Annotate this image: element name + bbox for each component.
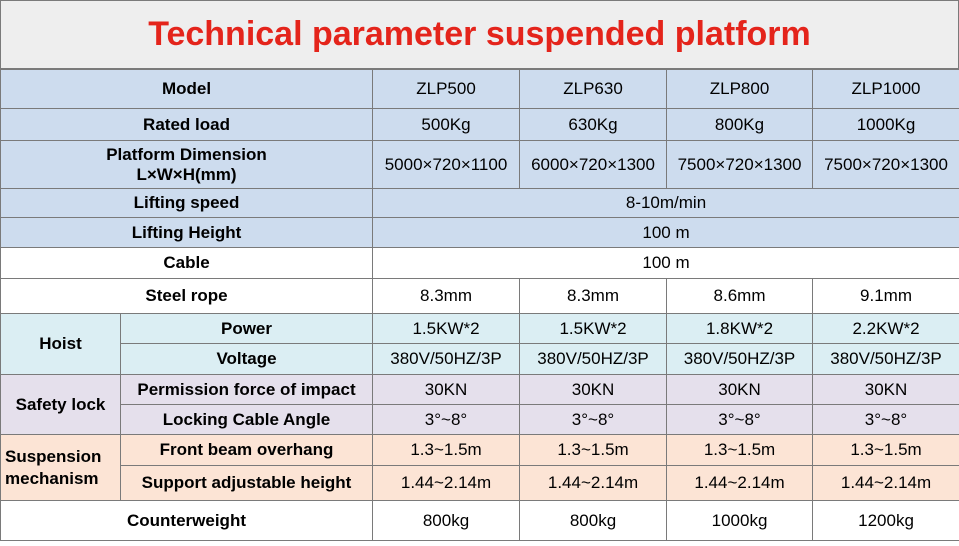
dimension-cell: 5000×720×1100 [373, 141, 520, 189]
steel-rope-row [1, 279, 959, 314]
angle-cell: 3°~8° [520, 405, 667, 435]
power-cell: 1.5KW*2 [520, 314, 667, 344]
counterweight-row [1, 501, 959, 541]
dimension-label-line1: Platform Dimension [106, 144, 267, 164]
angle-cell: 3°~8° [667, 405, 813, 435]
model-cell: ZLP630 [520, 70, 667, 109]
support-row [1, 466, 959, 501]
power-row [1, 314, 959, 344]
rated-load-cell: 800Kg [667, 109, 813, 141]
rated-load-cell: 500Kg [373, 109, 520, 141]
voltage-cell: 380V/50HZ/3P [667, 344, 813, 375]
rated-load-cell: 630Kg [520, 109, 667, 141]
lifting-speed-row [1, 189, 959, 218]
voltage-label: Voltage [121, 344, 373, 375]
suspension-label-line1: Suspension [5, 446, 102, 466]
support-cell: 1.44~2.14m [520, 466, 667, 501]
suspension-group-label [1, 435, 121, 501]
model-cell: ZLP1000 [813, 70, 959, 109]
cable-cell: 100 m [373, 248, 959, 279]
rated-load-cell: 1000Kg [813, 109, 959, 141]
lifting-height-label: Lifting Height [1, 218, 373, 248]
front-beam-row [1, 435, 959, 466]
front-beam-label: Front beam overhang [121, 435, 373, 466]
model-cell: ZLP500 [373, 70, 520, 109]
cable-label: Cable [1, 248, 373, 279]
rated-load-row [1, 109, 959, 141]
steel-rope-label: Steel rope [1, 279, 373, 314]
model-label: Model [1, 70, 373, 109]
impact-row [1, 375, 959, 405]
dimension-label [1, 141, 373, 189]
power-cell: 2.2KW*2 [813, 314, 959, 344]
lifting-height-cell: 100 m [373, 218, 959, 248]
support-label: Support adjustable height [121, 466, 373, 501]
parameter-table [0, 69, 959, 541]
counterweight-cell: 1200kg [813, 501, 959, 541]
suspension-label-line2: mechanism [5, 468, 99, 488]
steel-rope-cell: 8.3mm [373, 279, 520, 314]
angle-cell: 3°~8° [373, 405, 520, 435]
voltage-cell: 380V/50HZ/3P [373, 344, 520, 375]
support-cell: 1.44~2.14m [373, 466, 520, 501]
dimension-label-line2: L×W×H(mm) [136, 164, 237, 184]
voltage-cell: 380V/50HZ/3P [520, 344, 667, 375]
power-cell: 1.8KW*2 [667, 314, 813, 344]
lifting-speed-label: Lifting speed [1, 189, 373, 218]
lifting-height-row [1, 218, 959, 248]
front-beam-cell: 1.3~1.5m [373, 435, 520, 466]
voltage-cell: 380V/50HZ/3P [813, 344, 959, 375]
angle-row [1, 405, 959, 435]
impact-cell: 30KN [667, 375, 813, 405]
front-beam-cell: 1.3~1.5m [667, 435, 813, 466]
steel-rope-cell: 8.6mm [667, 279, 813, 314]
page-title: Technical parameter suspended platform [0, 0, 959, 69]
counterweight-label: Counterweight [1, 501, 373, 541]
steel-rope-cell: 9.1mm [813, 279, 959, 314]
front-beam-cell: 1.3~1.5m [813, 435, 959, 466]
counterweight-cell: 800kg [520, 501, 667, 541]
model-row [1, 70, 959, 109]
power-label: Power [121, 314, 373, 344]
support-cell: 1.44~2.14m [813, 466, 959, 501]
dimension-cell: 7500×720×1300 [667, 141, 813, 189]
counterweight-cell: 1000kg [667, 501, 813, 541]
impact-cell: 30KN [520, 375, 667, 405]
front-beam-cell: 1.3~1.5m [520, 435, 667, 466]
impact-cell: 30KN [373, 375, 520, 405]
voltage-row [1, 344, 959, 375]
impact-label: Permission force of impact [121, 375, 373, 405]
dimension-cell: 6000×720×1300 [520, 141, 667, 189]
model-cell: ZLP800 [667, 70, 813, 109]
dimension-row [1, 141, 959, 189]
impact-cell: 30KN [813, 375, 959, 405]
lifting-speed-cell: 8-10m/min [373, 189, 959, 218]
safety-lock-group-label: Safety lock [1, 375, 121, 435]
counterweight-cell: 800kg [373, 501, 520, 541]
rated-load-label: Rated load [1, 109, 373, 141]
dimension-cell: 7500×720×1300 [813, 141, 959, 189]
power-cell: 1.5KW*2 [373, 314, 520, 344]
angle-label: Locking Cable Angle [121, 405, 373, 435]
cable-row [1, 248, 959, 279]
angle-cell: 3°~8° [813, 405, 959, 435]
steel-rope-cell: 8.3mm [520, 279, 667, 314]
support-cell: 1.44~2.14m [667, 466, 813, 501]
hoist-group-label: Hoist [1, 314, 121, 375]
